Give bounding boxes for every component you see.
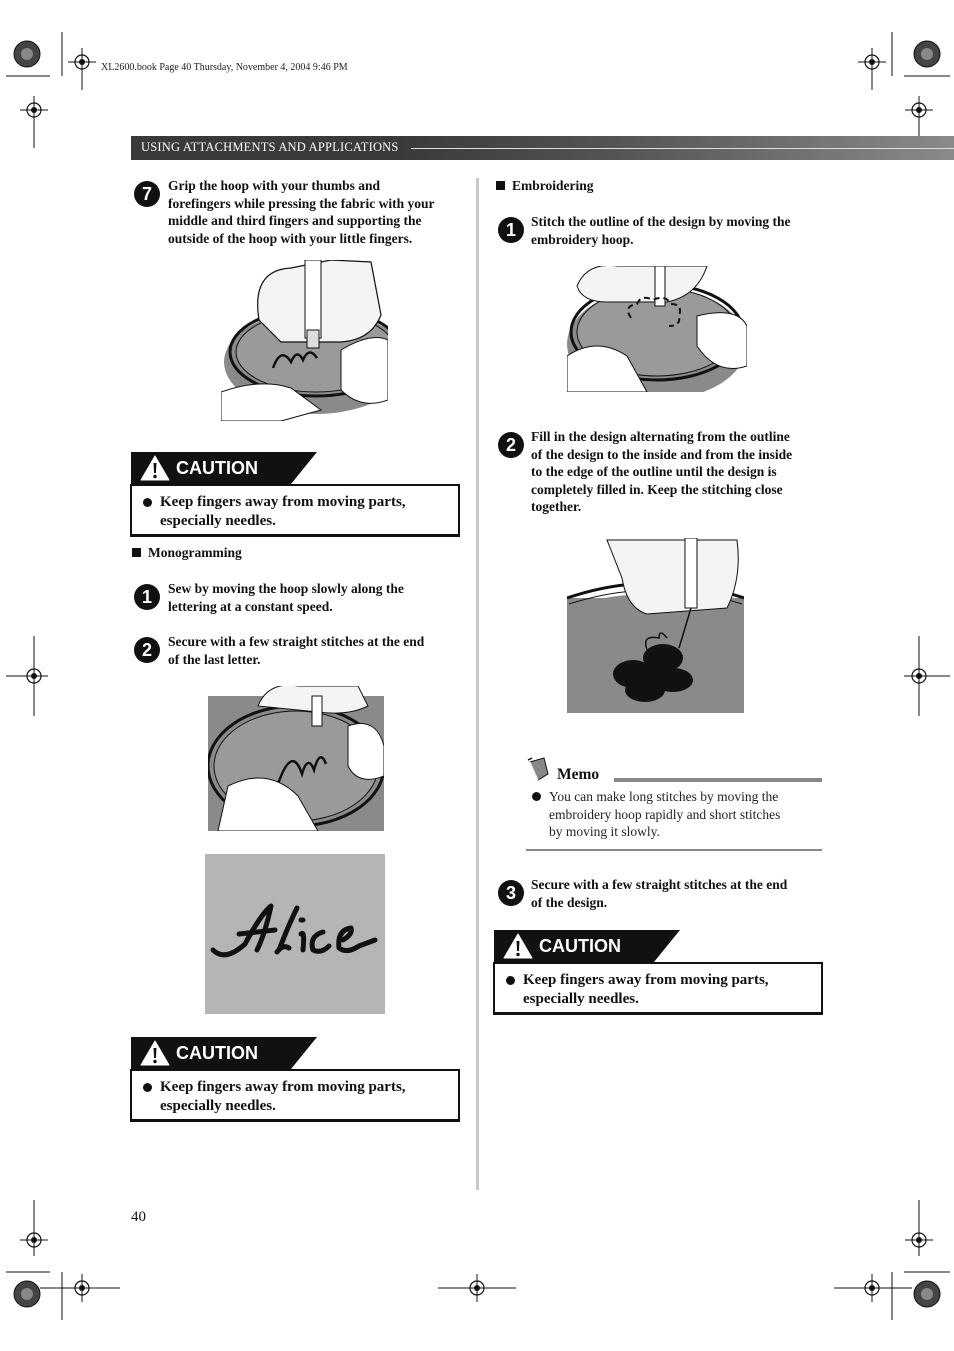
step-7-number: 7 [134, 181, 160, 207]
emb-step-1-text: Stitch the outline of the design by moving the embroidery hoop. [531, 214, 791, 247]
mono-step-2-text: Secure with a few straight stitches at the end of the last letter. [168, 634, 425, 667]
emb-step-2-text: Fill in the design alternating from the outline of the design to the inside and from the inside to the edge of the outline until the design is completely filled in. Keep the stitching close together. [531, 429, 793, 515]
illustration-monogram-sewing [208, 686, 384, 831]
step-7-text: Grip the hoop with your thumbs and forefingers while pressing the fabric with your middle and third fingers and supporting the outside of the hoop with your little fingers. [168, 178, 435, 246]
caution-1-box: Keep fingers away from moving parts, especially needles. [130, 484, 460, 537]
warning-triangle-icon [503, 933, 533, 959]
file-meta: XL2600.book Page 40 Thursday, November 4, 2004 9:46 PM [101, 62, 348, 73]
warning-triangle-icon [140, 455, 170, 481]
caution-3-box: Keep fingers away from moving parts, especially needles. [493, 962, 823, 1015]
memo-bottom-rule [526, 849, 822, 851]
illustration-gripping-hoop [221, 260, 388, 421]
bullet [143, 1083, 152, 1092]
memo-top-rule [614, 778, 822, 782]
emb-step-2-number: 2 [498, 432, 524, 458]
caution-3-tab [494, 930, 654, 962]
illustration-fill-stitch [567, 538, 744, 713]
mono-step-1-number: 1 [134, 584, 160, 610]
memo-pencil-icon [526, 756, 554, 784]
section-header-title: USING ATTACHMENTS AND APPLICATIONS [141, 140, 399, 154]
memo-title: Memo [557, 766, 600, 783]
caution-1-tab [131, 452, 291, 484]
mono-step-1-text: Sew by moving the hoop slowly along the lettering at a constant speed. [168, 581, 404, 614]
warning-triangle-icon [140, 1040, 170, 1066]
mono-step-2-number: 2 [134, 637, 160, 663]
emb-step-1-number: 1 [498, 217, 524, 243]
caution-2-tab [131, 1037, 291, 1069]
emb-step-3-text: Secure with a few straight stitches at the end of the design. [531, 877, 788, 910]
page-number: 40 [131, 1209, 146, 1225]
embroidering-heading: Embroidering [496, 178, 594, 194]
bullet [532, 792, 541, 801]
memo-text: You can make long stitches by moving the embroidery hoop rapidly and short stitches by moving it slowly. [549, 789, 781, 840]
illustration-outline-stitch [567, 266, 747, 392]
monogramming-heading: Monogramming [132, 545, 242, 561]
illustration-alice-result [205, 854, 385, 1014]
caution-1-title: CAUTION [176, 458, 258, 478]
emb-step-3-number: 3 [498, 880, 524, 906]
bullet [506, 976, 515, 985]
caution-2-box: Keep fingers away from moving parts, especially needles. [130, 1069, 460, 1122]
caution-3-title: CAUTION [539, 936, 621, 956]
caution-2-title: CAUTION [176, 1043, 258, 1063]
bullet [143, 498, 152, 507]
column-divider [476, 178, 479, 1190]
